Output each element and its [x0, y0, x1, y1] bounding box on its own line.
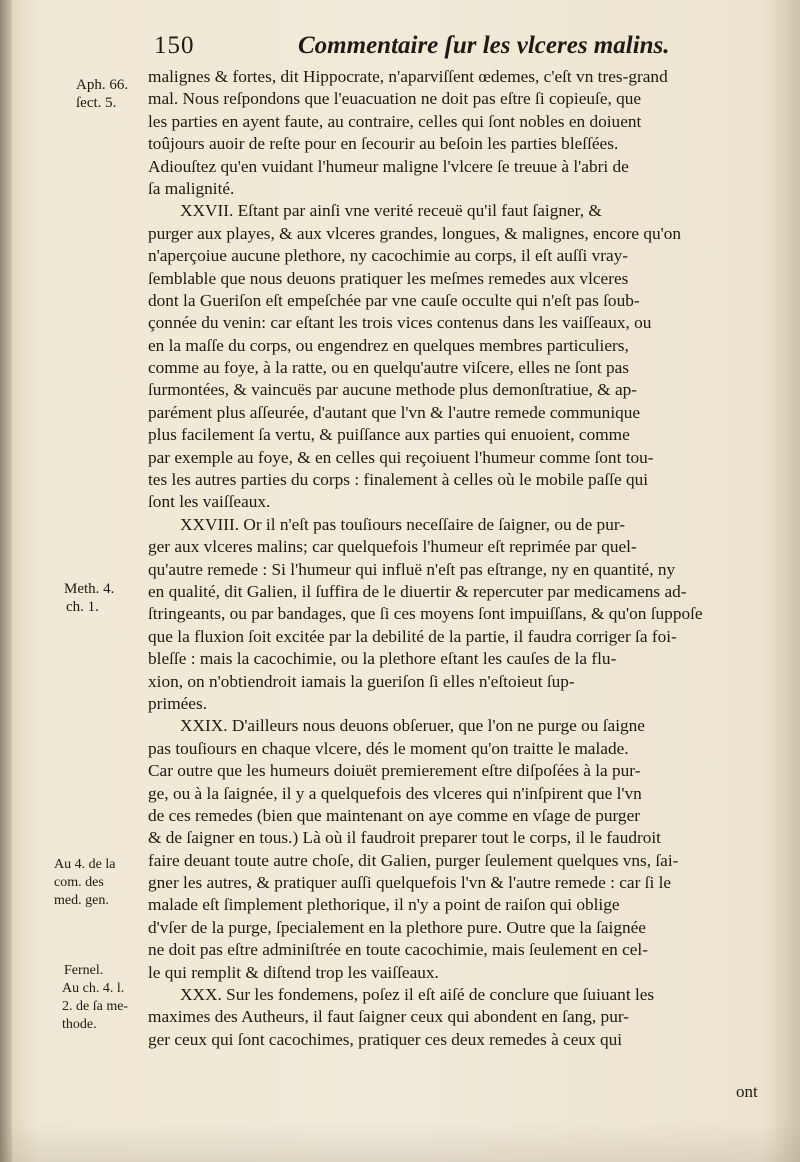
text-line: bleſſe : mais la cacochimie, ou la plethore eſtant les cauſes de la flu-: [148, 649, 617, 669]
margin-note-line: Au 4. de la: [54, 857, 116, 872]
margin-note-line: thode.: [62, 1017, 97, 1032]
text-line: en qualité, dit Galien, il ſuffira de le diuertir & repercuter par medicamens ad-: [148, 581, 687, 601]
text-line: tes les autres parties du corps : finalement à celles où le mobile paſſe qui: [148, 470, 649, 490]
text-line: n'aperçoiue aucune plethore, ny cacochimie au corps, il eſt auſſi vray-: [148, 246, 629, 266]
text-line: çonnée du venin: car eſtant les trois vices contenus dans les vaiſſeaux, ou: [148, 313, 652, 333]
text-line: ne doit pas eſtre adminiſtrée en toute cacochimie, mais ſeulement en cel-: [148, 940, 648, 960]
text-line: le qui remplit & diſtend trop les vaiſſeaux.: [148, 962, 439, 982]
catchword: ont: [736, 1082, 758, 1101]
text-line: XXX. Sur les fondemens, poſez il eſt aiſé de conclure que ſuiuant les: [180, 985, 655, 1005]
text-line: & de ſaigner en tous.) Là où il faudroit preparer tout le corps, il le faudroit: [148, 828, 661, 848]
text-line: dont la Gueriſon eſt empeſchée par vne cauſe occulte qui n'eſt pas ſoub-: [148, 290, 640, 310]
text-line: ſemblable que nous deuons pratiquer les meſmes remedes aux vlceres: [148, 268, 629, 288]
text-line: que la fluxion ſoit excitée par la debilité de la partie, il faudra corriger ſa foi-: [148, 626, 677, 646]
text-line: primées.: [148, 693, 208, 713]
text-line: pas touſiours en chaque vlcere, dés le moment qu'on traitte le malade.: [148, 738, 629, 758]
text-line: ge, ou à la ſaignée, il y a quelquefois des vlceres qui n'inſpirent que l'vn: [148, 783, 642, 803]
text-line: toûjours auoir de reſte pour en ſecourir au beſoin les parties bleſſées.: [148, 134, 619, 154]
margin-note-line: ch. 1.: [66, 599, 99, 615]
margin-note-line: Au ch. 4. l.: [62, 981, 125, 996]
text-line: plus facilement ſa vertu, & puiſſance aux parties qui enuoient, comme: [148, 425, 630, 445]
text-line: purger aux playes, & aux vlceres grandes, longues, & malignes, encore qu'on: [148, 223, 682, 243]
text-line: de ces remedes (bien que maintenant on aye comme en vſage de purger: [148, 805, 640, 825]
text-line: faire deuant toute autre choſe, dit Galien, purger ſeulement quelques vns, ſai-: [148, 850, 679, 870]
text-line: mal. Nous reſpondons que l'euacuation ne doit pas eſtre ſi copieuſe, que: [148, 89, 642, 109]
margin-note-galien: [54, 856, 115, 910]
text-line: malignes & fortes, dit Hippocrate, n'aparviſſent œdemes, c'eſt vn tres-grand: [148, 67, 668, 86]
text-line: parément plus aſſeurée, d'autant que l'vn & l'autre remede communique: [148, 402, 641, 422]
margin-note-line: Fernel.: [64, 963, 104, 978]
page-number: 150: [154, 32, 195, 59]
text-line: ger aux vlceres malins; car quelquefois l'humeur eſt reprimée par quel-: [148, 537, 637, 557]
text-line: Car outre que les humeurs doiuët premierement eſtre diſpoſées à la pur-: [148, 761, 641, 781]
margin-notes: [0, 0, 140, 1162]
running-header: [150, 22, 790, 68]
text-line: en la maſſe du corps, ou engendrez en quelques membres particuliers,: [148, 335, 629, 355]
text-line: Adiouſtez qu'en vuidant l'humeur maligne l'vlcere ſe treuue à l'abri de: [148, 156, 629, 176]
text-line: maximes des Autheurs, il faut ſaigner ceux qui abondent en ſang, pur-: [148, 1007, 629, 1027]
text-line: ſa malignité.: [148, 178, 235, 198]
margin-note-line: Meth. 4.: [64, 581, 115, 597]
margin-note-method: [64, 580, 114, 616]
text-line: comme au foye, à la ratte, ou en quelqu'autre viſcere, elles ne ſont pas: [148, 358, 630, 378]
text-line: XXVII. Eſtant par ainſi vne verité receuë qu'il faut ſaigner, &: [180, 201, 602, 221]
margin-note-line: med. gen.: [54, 893, 109, 908]
text-line: les parties en ayent faute, au contraire, celles qui ſont nobles en doiuent: [148, 111, 642, 131]
page-bottom-shadow: [0, 1122, 800, 1162]
body-text: [148, 66, 768, 1051]
text-line: gner les autres, & pratiquer auſſi quelquefois l'vn & l'autre remede : car ſi le: [148, 873, 672, 893]
text-line: XXVIII. Or il n'eſt pas touſiours neceſſaire de ſaigner, ou de pur-: [180, 514, 626, 534]
text-line: ſtringeants, ou par bandages, que ſi ces moyens ſont impuiſſans, & qu'on ſuppoſe: [148, 604, 703, 624]
text-line: xion, on n'obtiendroit iamais la gueriſon ſi elles n'eſtoieut ſup-: [148, 671, 575, 691]
text-line: par exemple au foye, & en celles qui reçoiuent l'humeur comme ſont tou-: [148, 447, 654, 467]
text-line: XXIX. D'ailleurs nous deuons obſeruer, que l'on ne purge ou ſaigne: [180, 716, 645, 736]
margin-note-line: com. des: [54, 875, 104, 890]
text-line: qu'autre remede : Si l'humeur qui influë n'eſt pas eſtrange, ny en quantité, ny: [148, 559, 676, 579]
text-line: d'vſer de la purge, ſpecialement en la plethore pure. Outre que la ſaignée: [148, 917, 646, 937]
running-title: Commentaire ſur les vlceres malins.: [298, 32, 670, 59]
margin-note-fernel: [62, 962, 128, 1034]
text-line: ſont les vaiſſeaux.: [148, 492, 271, 512]
page-edge-shadow: [770, 0, 800, 1162]
text-line: malade eſt ſimplement plethorique, il n'y a point de raiſon qui oblige: [148, 895, 620, 915]
margin-note-line: 2. de ſa me-: [62, 999, 129, 1014]
text-line: ger ceux qui ſont cacochimes, pratiquer ces deux remedes à ceux qui: [148, 1029, 623, 1049]
margin-note-line: ſect. 5.: [76, 95, 117, 111]
margin-note-aphorism: [76, 76, 128, 112]
margin-note-line: Aph. 66.: [76, 77, 129, 93]
text-line: ſurmontées, & vaincuës par aucune methode plus demonſtratiue, & ap-: [148, 380, 638, 400]
